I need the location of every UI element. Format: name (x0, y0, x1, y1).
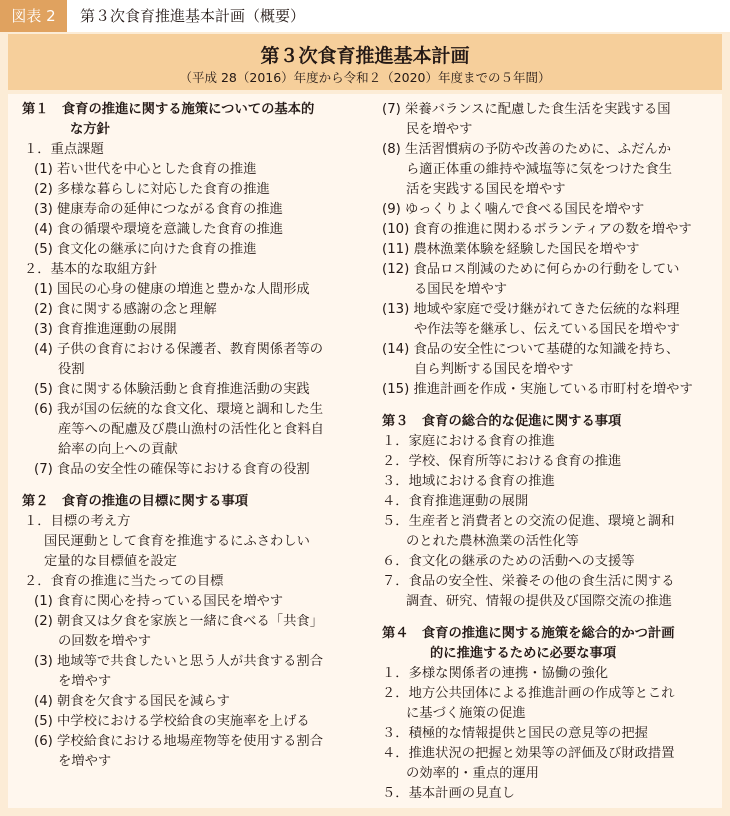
item: ５．基本計画の見直し (382, 786, 515, 801)
item: (3) 地域等で共食したいと思う人が共食する割合 (34, 654, 323, 669)
item: (9) ゆっくりよく噛んで食べる国民を増やす (382, 202, 645, 217)
item-cont: のとれた農林漁業の活性化等 (406, 534, 579, 549)
item: ２．地方公共団体による推進計画の作成等とこれ (382, 686, 675, 701)
item-cont: や作法等を継承し、伝えている国民を増やす (414, 322, 680, 337)
item: ２．学校、保育所等における食育の推進 (382, 454, 622, 469)
plan-title: 第３次食育推進基本計画 (260, 45, 470, 67)
item-cont: に基づく施策の促進 (406, 706, 526, 721)
item: ６．食文化の継承のための活動への支援等 (382, 554, 635, 569)
item: (13) 地域や家庭で受け継がれてきた伝統的な料理 (382, 302, 680, 317)
item: (12) 食品ロス削減のために何らかの行動をしてい (382, 262, 680, 277)
item: １．多様な関係者の連携・協働の強化 (382, 666, 609, 681)
item-cont: る国民を増やす (414, 282, 508, 297)
item: (7) 栄養バランスに配慮した食生活を実践する国 (382, 102, 671, 117)
section-1-heading: 第１ 食育の推進に関する施策についての基本的 (22, 102, 315, 117)
figure-title: 第３次食育推進基本計画（概要） (80, 7, 306, 25)
item: (4) 食の循環や環境を意識した食育の推進 (34, 222, 284, 237)
item-cont: ら適正体重の維持や減塩等に気をつけた食生 (406, 162, 672, 177)
item: (3) 食育推進運動の展開 (34, 322, 177, 337)
item: (1) 若い世代を中心とした食育の推進 (34, 162, 257, 177)
item: (10) 食育の推進に関わるボランティアの数を増やす (382, 222, 692, 237)
item: １．家庭における食育の推進 (382, 434, 555, 449)
item: (8) 生活習慣病の予防や改善のために、ふだんか (382, 142, 671, 157)
item: ２．基本的な取組方針 (24, 262, 157, 277)
item: (2) 多様な暮らしに対応した食育の推進 (34, 182, 270, 197)
item: (4) 朝食を欠食する国民を減らす (34, 694, 230, 709)
plan-period: （平成 28（2016）年度から令和２（2020）年度までの５年間） (179, 70, 551, 85)
section-4-heading: 第４ 食育の推進に関する施策を総合的かつ計画 (382, 626, 675, 641)
item-cont: 給率の向上への貢献 (58, 442, 178, 457)
figure-label: 図表 2 (0, 0, 67, 32)
item-cont: 活を実践する国民を増やす (406, 182, 566, 197)
figure-header (0, 0, 730, 32)
item: (11) 農林漁業体験を経験した国民を増やす (382, 242, 640, 257)
section-2-heading: 第２ 食育の推進の目標に関する事項 (22, 494, 249, 509)
item: (7) 食品の安全性の確保等における食育の役割 (34, 462, 310, 477)
item: (4) 子供の食育における保護者、教育関係者等の (34, 342, 323, 357)
item-cont: を増やす (58, 754, 112, 769)
section-1-heading-cont: な方針 (70, 122, 110, 137)
item-cont: 役割 (58, 362, 85, 377)
item-cont: の回数を増やす (58, 634, 152, 649)
plan-frame (0, 32, 730, 816)
item: (3) 健康寿命の延伸につながる食育の推進 (34, 202, 283, 217)
plan-content (8, 94, 722, 808)
item-cont: 民を増やす (406, 122, 473, 137)
item-cont: 自ら判断する国民を増やす (414, 362, 574, 377)
item: (5) 食に関する体験活動と食育推進活動の実践 (34, 382, 310, 397)
item: (6) 学校給食における地場産物等を使用する割合 (34, 734, 323, 749)
item: (5) 中学校における学校給食の実施率を上げる (34, 714, 310, 729)
item: (1) 食育に関心を持っている国民を増やす (34, 594, 284, 609)
item: １．目標の考え方 (24, 514, 131, 529)
item-cont: 産等への配慮及び農山漁村の活性化と食料自 (58, 422, 324, 437)
item-cont: 国民運動として食育を推進するにふさわしい (44, 534, 310, 549)
item: ２．食育の推進に当たっての目標 (24, 574, 224, 589)
section-4-heading-cont: 的に推進するために必要な事項 (430, 646, 617, 661)
item: １．重点課題 (24, 142, 104, 157)
section-3-heading: 第３ 食育の総合的な促進に関する事項 (382, 414, 622, 429)
plan-banner (8, 34, 722, 90)
item: (6) 我が国の伝統的な食文化、環境と調和した生 (34, 402, 323, 417)
item: (14) 食品の安全性について基礎的な知識を持ち、 (382, 342, 680, 357)
item: ７．食品の安全性、栄養その他の食生活に関する (382, 574, 675, 589)
item-cont: 定量的な目標値を設定 (44, 554, 177, 569)
item-cont: の効率的・重点的運用 (406, 766, 539, 781)
item: ４．食育推進運動の展開 (382, 494, 529, 509)
item: ３．積極的な情報提供と国民の意見等の把握 (382, 726, 648, 741)
item: (1) 国民の心身の健康の増進と豊かな人間形成 (34, 282, 310, 297)
item: (2) 食に関する感謝の念と理解 (34, 302, 217, 317)
item: ５．生産者と消費者との交流の促進、環境と調和 (382, 514, 675, 529)
item-cont: を増やす (58, 674, 112, 689)
item: (5) 食文化の継承に向けた食育の推進 (34, 242, 257, 257)
item: ４．推進状況の把握と効果等の評価及び財政措置 (382, 746, 675, 761)
item: ３．地域における食育の推進 (382, 474, 555, 489)
item: (15) 推進計画を作成・実施している市町村を増やす (382, 382, 693, 397)
item: (2) 朝食又は夕食を家族と一緒に食べる「共食」 (34, 614, 323, 629)
item-cont: 調査、研究、情報の提供及び国際交流の推進 (406, 594, 672, 609)
